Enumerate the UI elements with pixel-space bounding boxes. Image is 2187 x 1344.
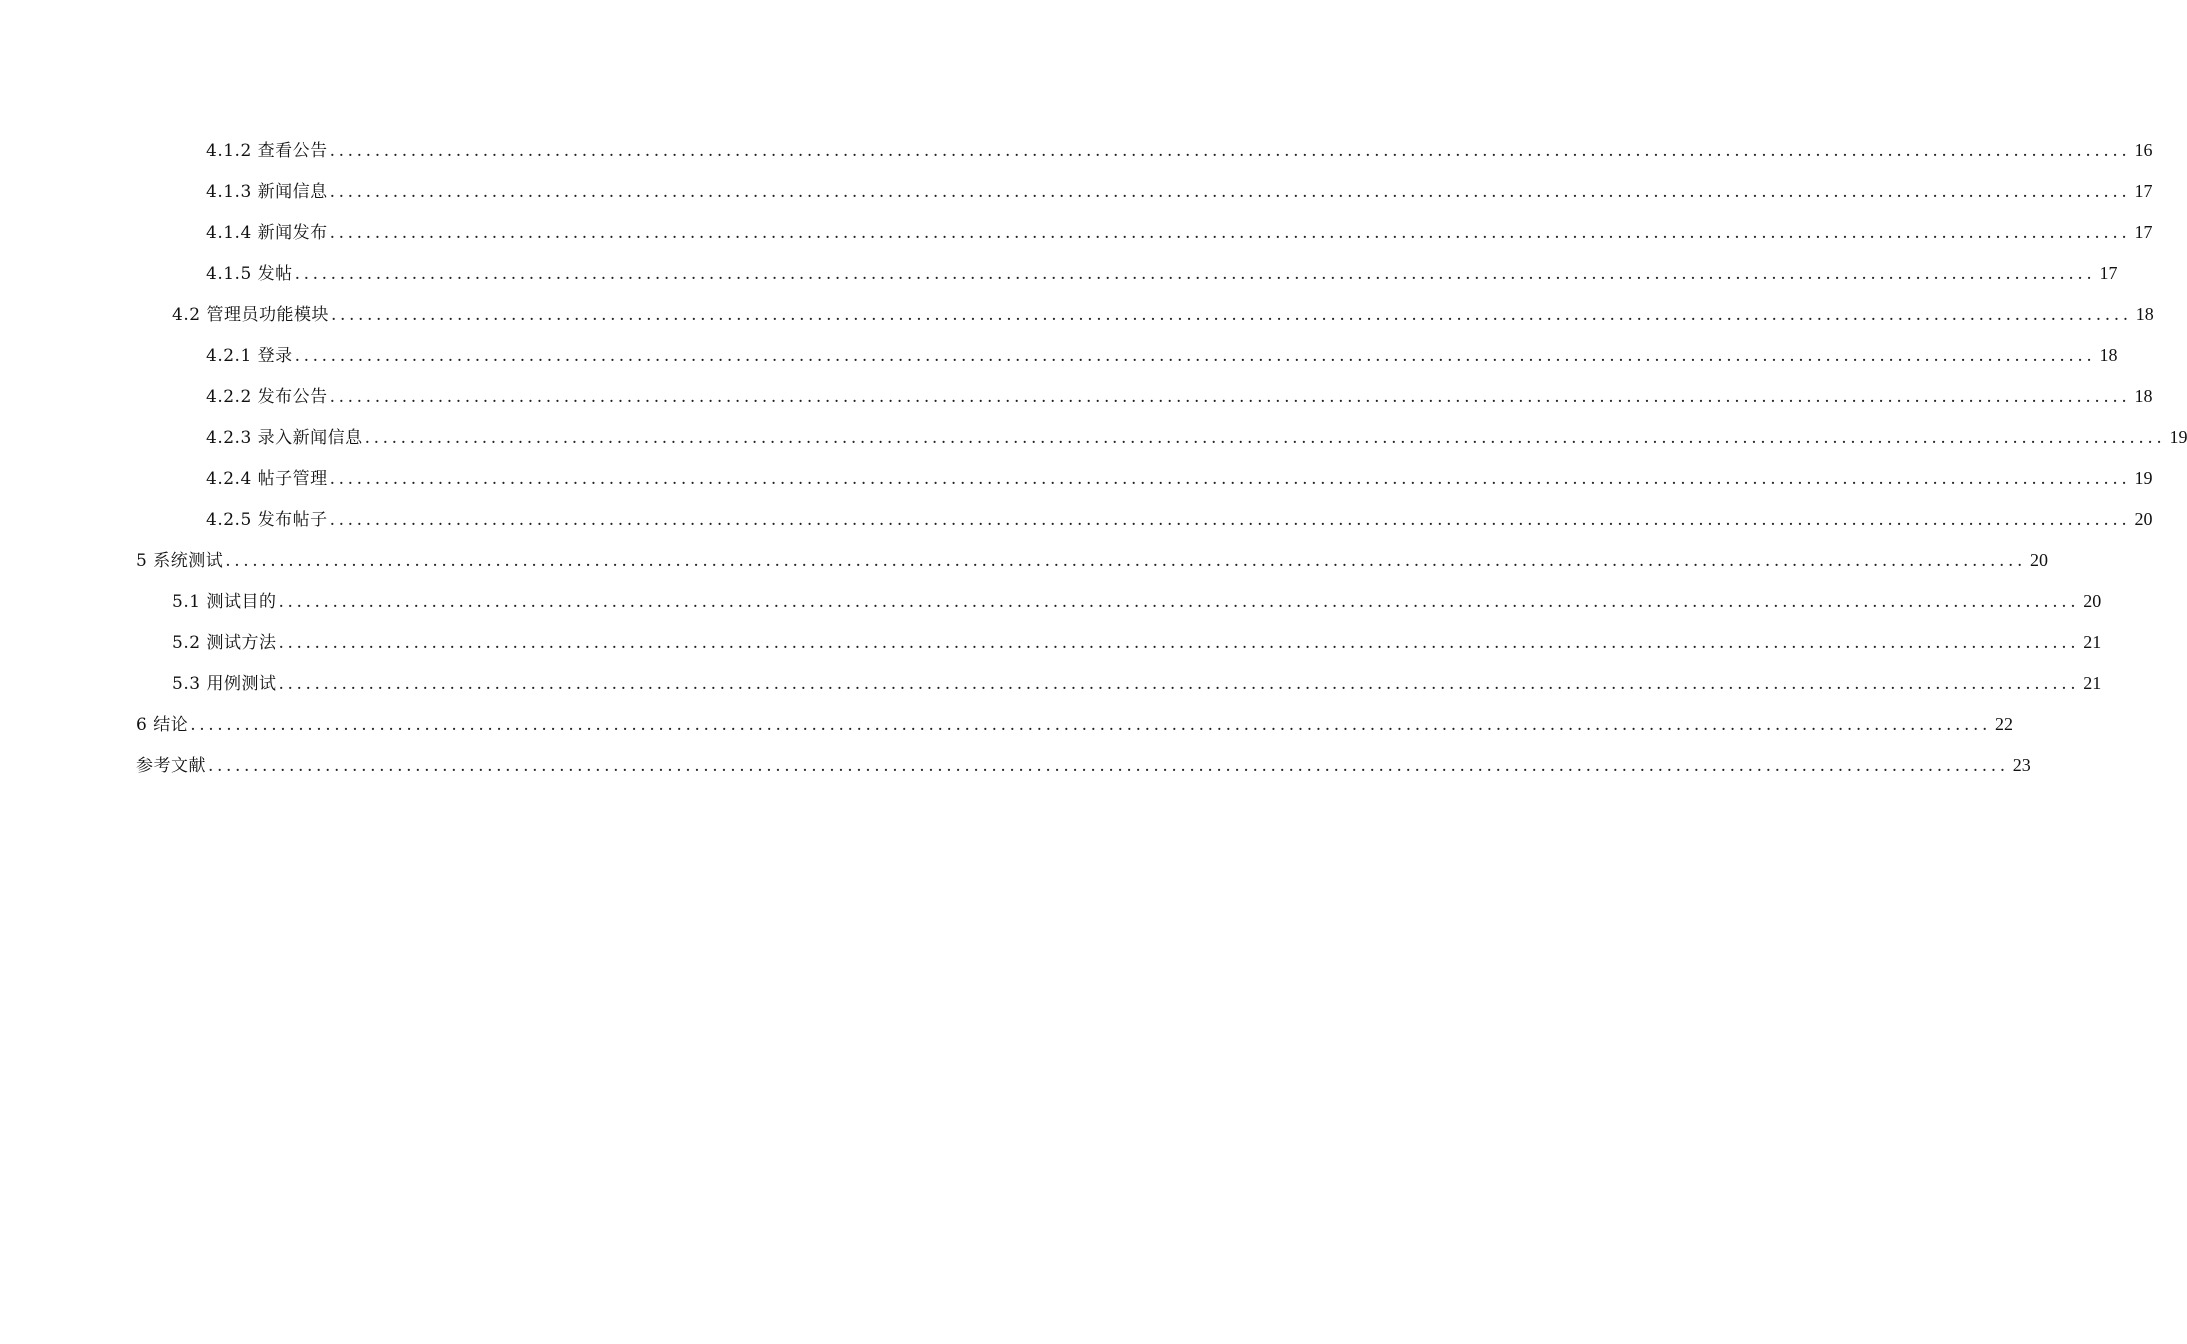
toc-entry-title: 5 系统测试 xyxy=(136,551,224,571)
toc-entry-page: 20 xyxy=(2030,550,2048,570)
toc-entry-page: 17 xyxy=(2099,263,2118,283)
toc-leader-dots: ........................................................................................................................................................................................................ xyxy=(330,305,2132,325)
toc-leader-dots: ........................................................................................................................................................................................................ xyxy=(329,141,2131,161)
toc-entry-title: 4.1.5 发帖 xyxy=(206,264,293,284)
toc-entry-title: 6 结论 xyxy=(136,715,189,735)
toc-leader-dots: ........................................................................................................................................................................................................ xyxy=(190,715,1991,735)
toc-leader-dots: ........................................................................................................................................................................................................ xyxy=(364,428,2166,448)
toc-entry-title: 4.2.4 帖子管理 xyxy=(206,469,328,489)
toc-entry-4-2[interactable] xyxy=(0,294,2154,335)
toc-entry-title: 4.2 管理员功能模块 xyxy=(172,305,329,325)
toc-entry-references[interactable] xyxy=(0,745,2031,786)
toc-entry-page: 22 xyxy=(1995,714,2013,734)
toc-entry-title: 4.2.5 发布帖子 xyxy=(206,510,328,530)
toc-entry-title: 5.2 测试方法 xyxy=(172,633,277,653)
toc-entry-4-2-3[interactable] xyxy=(0,417,2187,458)
toc-entry-4-1-4[interactable] xyxy=(0,212,2153,253)
toc-leader-dots: ........................................................................................................................................................................................................ xyxy=(294,346,2096,366)
toc-entry-page: 16 xyxy=(2134,140,2153,160)
toc-leader-dots: ........................................................................................................................................................................................................ xyxy=(329,223,2131,243)
toc-entry-page: 21 xyxy=(2083,673,2102,693)
toc-entry-4-2-5[interactable] xyxy=(0,499,2153,540)
toc-entry-title: 4.1.3 新闻信息 xyxy=(206,182,328,202)
toc-leader-dots: ........................................................................................................................................................................................................ xyxy=(294,264,2096,284)
toc-entry-title: 4.1.2 查看公告 xyxy=(206,141,328,161)
toc-entry-6[interactable] xyxy=(0,704,2013,745)
toc-entry-title: 5.1 测试目的 xyxy=(172,592,277,612)
toc-entry-5-2[interactable] xyxy=(0,622,2102,663)
toc-entry-page: 18 xyxy=(2134,386,2153,406)
toc-leader-dots: ........................................................................................................................................................................................................ xyxy=(329,387,2131,407)
toc-entry-5-1[interactable] xyxy=(0,581,2102,622)
toc-entry-4-1-2[interactable] xyxy=(0,130,2153,171)
toc-entry-title: 4.2.2 发布公告 xyxy=(206,387,328,407)
toc-entry-title: 参考文献 xyxy=(136,756,206,776)
toc-leader-dots: ........................................................................................................................................................................................................ xyxy=(208,756,2009,776)
toc-leader-dots: ........................................................................................................................................................................................................ xyxy=(329,182,2131,202)
toc-entry-page: 19 xyxy=(2134,468,2153,488)
toc-leader-dots: ........................................................................................................................................................................................................ xyxy=(329,510,2131,530)
toc-entry-4-1-3[interactable] xyxy=(0,171,2153,212)
toc-entry-5[interactable] xyxy=(0,540,2048,581)
toc-entry-page: 23 xyxy=(2012,755,2031,775)
toc-entry-4-2-2[interactable] xyxy=(0,376,2153,417)
toc-entry-title: 4.1.4 新闻发布 xyxy=(206,223,328,243)
toc-entry-4-2-1[interactable] xyxy=(0,335,2118,376)
toc-entry-page: 19 xyxy=(2169,427,2187,447)
toc-entry-title: 4.2.1 登录 xyxy=(206,346,293,366)
toc-entry-page: 20 xyxy=(2083,591,2102,611)
toc-entry-page: 17 xyxy=(2134,181,2153,201)
toc-leader-dots: ........................................................................................................................................................................................................ xyxy=(329,469,2131,489)
toc-entry-title: 4.2.3 录入新闻信息 xyxy=(206,428,363,448)
toc-leader-dots: ........................................................................................................................................................................................................ xyxy=(225,551,2026,571)
toc-entry-page: 21 xyxy=(2083,632,2102,652)
toc-entry-page: 18 xyxy=(2135,304,2154,324)
toc-entry-page: 20 xyxy=(2134,509,2153,529)
toc-entry-page: 17 xyxy=(2134,222,2153,242)
toc-leader-dots: ........................................................................................................................................................................................................ xyxy=(278,674,2080,694)
toc-leader-dots: ........................................................................................................................................................................................................ xyxy=(278,592,2080,612)
table-of-contents xyxy=(0,130,2187,786)
toc-entry-4-2-4[interactable] xyxy=(0,458,2153,499)
toc-entry-title: 5.3 用例测试 xyxy=(172,674,277,694)
toc-entry-5-3[interactable] xyxy=(0,663,2102,704)
toc-entry-page: 18 xyxy=(2099,345,2118,365)
toc-leader-dots: ........................................................................................................................................................................................................ xyxy=(278,633,2080,653)
toc-entry-4-1-5[interactable] xyxy=(0,253,2118,294)
